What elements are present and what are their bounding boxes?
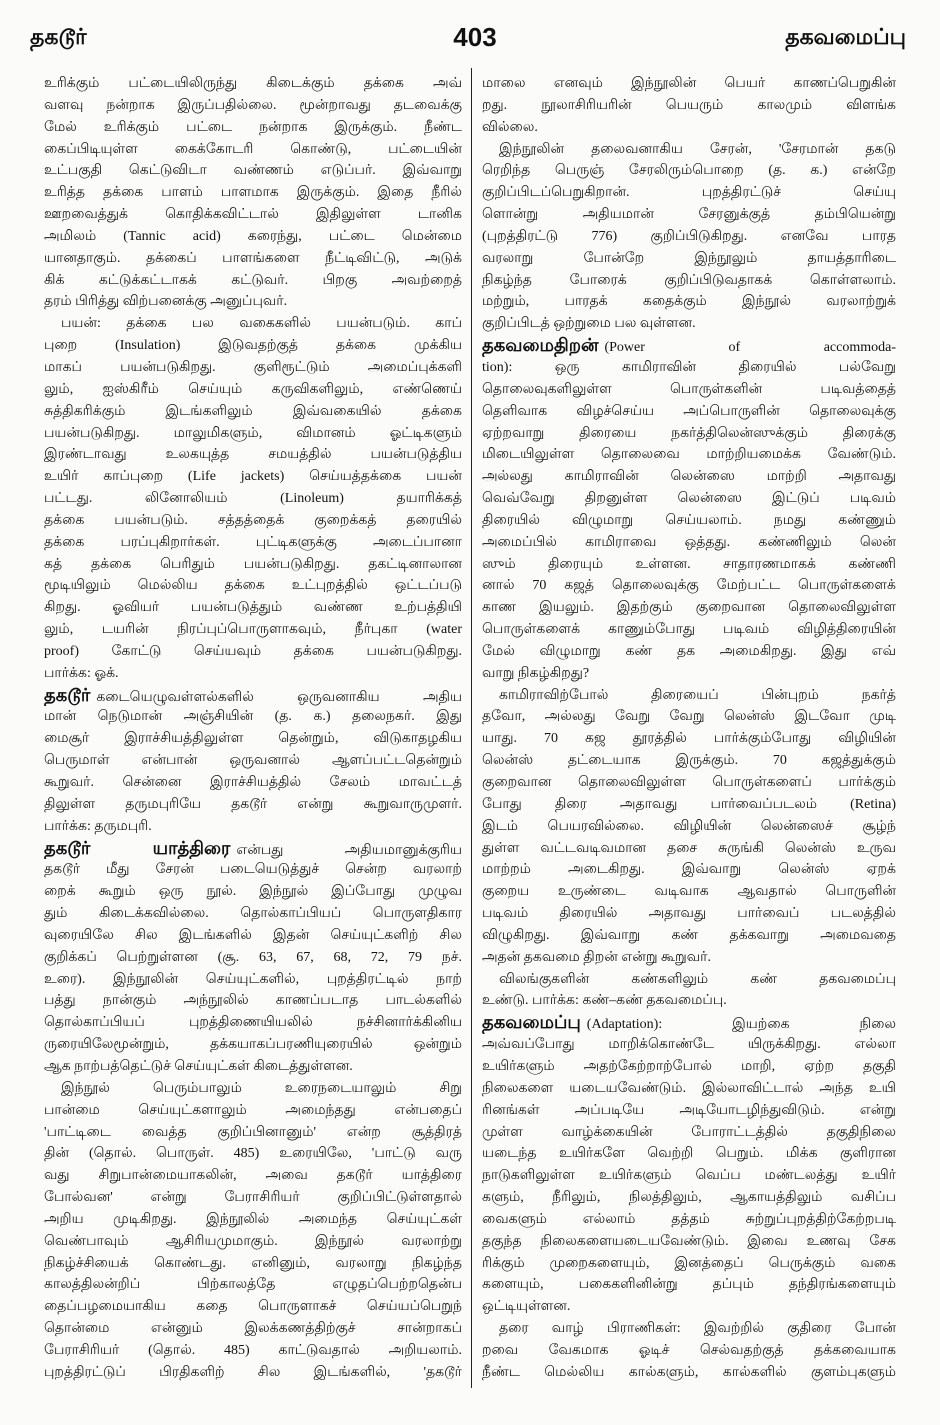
text-line: காண இயலும். இதற்கும் குறைவான தொலைவிலுள்ள [482, 600, 896, 616]
text-line: வது சிறுபான்மையாகலின், அவை தகடூர் யாத்திரை [44, 1168, 462, 1184]
text-line: வாறு நிகழ்கிறது? [482, 665, 590, 681]
text-line: பான்மை செய்யுட்களாலும் அமைந்தது என்பதைப் [44, 1102, 462, 1118]
text-line: றவை வேகமாக ஓடிச் செல்வதற்குத் தக்கவையாக [482, 1342, 896, 1358]
text-line: துள்ள வட்டவடிவமான தசை சுருங்கி லென்ஸ் உருவ [482, 840, 896, 856]
text-line: அமிலம் (Tannic acid) கரைந்து, பட்டை மென்மை [44, 228, 462, 244]
text-line: கடையெழுவள்ளல்களில் ஒருவனாகிய அதிய [96, 689, 462, 705]
text-line: மைசூர் இராச்சியத்திலுள்ள தென்றும், விடுகாதழகிய [44, 731, 462, 747]
text-line: உட்பகுதி கெட்டுவிடா வண்ணம் எடுப்பர். இவ்வாறு [44, 163, 462, 179]
text-line: ஒட்டியுள்ளன. [482, 1299, 571, 1315]
text-line: மான் நெடுமான் அஞ்சியின் (த. க.) தலைநகர். இது [44, 709, 462, 725]
right-guide-word: தகவமைப்பு [785, 24, 906, 49]
text-line: (Adaptation): இயற்கை நிலை [586, 1017, 896, 1033]
page-number: 403 [453, 22, 497, 52]
text-line: கைப்பிடியுள்ள கைக்கோடரி கொண்டு, பட்டையின் [44, 141, 462, 157]
see-also-line: உண்டு. பார்க்க: கண்–கண் தகவமைப்பு. [482, 993, 727, 1009]
text-line: ஏற்றவாறு திரையை நகர்த்திலென்ஸுக்கும் திரைக்கு [482, 425, 896, 441]
text-line: என்பது அதியமானுக்குரிய [236, 842, 462, 858]
text-line: தின் (தொல். பொருள். 485) உரையிலே, 'பாட்டு வரு [44, 1146, 462, 1162]
text-line: ஊறவைத்துக் கொதிக்கவிட்டால் இதிலுள்ள டானிக [44, 207, 462, 223]
left-column [44, 73, 462, 1384]
text-line: அவ்வப்போது மாறிக்கொண்டே யிருக்கிறது. எல்லா [482, 1037, 896, 1053]
text-line: அதன் தகவமை திறன் என்று கூறுவர். [482, 949, 711, 965]
text-line: நிகழ்ச்சியைக் கொண்டது. எனினும், வரலாறு நிகழ்ந்த [44, 1255, 462, 1271]
text-line: தகுந்த நிலைகளையடையவேண்டும். இவை உணவு சேக [482, 1233, 896, 1249]
text-line: படிவம் திரையில் அதாவது பார்வைப் படலத்தில் [482, 906, 896, 922]
text-line: உரித்த தக்கை பாளம் பாளமாக இருக்கும். இதை நீரில் [44, 185, 462, 201]
text-line: தவோ, அல்லது வேறு வேறு லென்ஸ் இடவோ முடி [482, 709, 896, 725]
text-line: குறிப்பிடப்பெறுகிறான். புறத்திரட்டுச் செய்யு [482, 185, 896, 201]
text-line: மேல் உரிக்கும் பட்டை நன்றாக இருக்கும். நீண்ட [44, 119, 462, 135]
text-line: தக்கை பயன்படும். சத்தத்தைக் குறைக்கத் தரையில் [44, 512, 462, 528]
entry-thakadur-yathirai [44, 838, 462, 1384]
text-line: களையும், பகைகளினின்று தப்பும் தந்திரங்களையும் [482, 1277, 896, 1293]
text-line: திரையில் விழுமாறு செய்யலாம். நமது கண்ணும் [482, 512, 896, 528]
text-line: மேல் விழுமாறு கண் தக அமைகிறது. இது எவ் [482, 643, 896, 659]
text-line: கூறுவர். சென்னை இராச்சியத்தில் சேலம் மாவட்டத் [44, 775, 462, 790]
text-line: அறிய முடிகிறது. இந்நூலில் அமைந்த செய்யுட்கள் [44, 1211, 462, 1227]
text-line: புறை (Insulation) இடுவதற்குத் தக்கை முக்கிய [44, 338, 462, 354]
text-line: tion): ஒரு காமிராவின் திரையில் பல்வேறு [482, 359, 896, 375]
text-line: லென்ஸ் தட்டையாக இருக்கும். 70 கஜத்துக்கும் [482, 753, 896, 769]
text-line: மாகப் பயன்படுகிறது. குளிரூட்டும் அமைப்புக்களி [44, 359, 462, 375]
text-line: கத் தக்கை பெரிதும் பயன்படுகிறது. தகட்டினாலான [44, 556, 462, 572]
text-line: வில்லை. [482, 119, 538, 135]
text-line: தொலைவுகளிலுள்ள பொருள்களின் படிவத்தைத் [482, 381, 896, 397]
text-line: போது திரை அதாவது பார்வைப்படலம் (Retina) [482, 796, 896, 812]
text-line: தொல்காப்பியப் புறத்திணையியலில் நச்சினார்க்கினிய [44, 1015, 462, 1031]
text-line: ரெறிந்த பெருஞ் சேரலிரும்பொறை (த. க.) என்றே [482, 163, 896, 179]
entry-headword: தகடூர் யாத்திரை [44, 837, 231, 858]
entry-headword: தகவமைதிறன் [482, 335, 599, 356]
text-line: மாற்றம் அடைகிறது. இவ்வாறு லென்ஸ் ஏறக் [482, 862, 896, 878]
text-line: உயிர்களும் அதற்கேற்றாற்போல் மாறி, ஏற்ற தகுதி [482, 1058, 896, 1074]
text-line: பேராசிரியர் (தொல். 485) காட்டுவதால் அறியலாம். [44, 1342, 462, 1358]
text-line: களும், நீரிலும், நிலத்திலும், ஆகாயத்திலும் வசிப்ப [482, 1190, 896, 1206]
text-line: கிறது. ஓவியர் பயன்படுத்தும் வண்ண உற்பத்தியி [44, 600, 462, 616]
text-line: பொருள்களைக் காணும்போது படிவம் விழித்திரையின் [482, 622, 896, 638]
text-line: தைப்பழமையாகிய கதை பொருளாகச் செய்யப்பெறுந் [44, 1299, 462, 1315]
text-line: திலுள்ள தருமபுரியே தகடூர் என்று கூறுவாருமுளர். [44, 796, 462, 812]
column-divider [471, 68, 472, 1388]
text-line: குறிக்கப் பெற்றுள்ளன (சூ. 63, 67, 68, 72, 79 நச். [44, 949, 462, 965]
see-also-line: பார்க்க: ஓக். [44, 665, 119, 681]
text-line: சுத்திகரிக்கும் இடங்களிலும் இவ்வகையில் தக்கை [44, 403, 462, 419]
text-line: ளொன்று அதியமான் சேரனுக்குத் தம்பியென்று [482, 207, 896, 223]
text-line: றைக் கூறும் ஒரு நூல். இந்நூல் இப்போது முழுவ [44, 884, 462, 900]
text-line: நீண்ட மெல்லிய கால்களும், கால்களில் குளம்புகளும் [482, 1364, 896, 1380]
text-line: ருரையிலேமூன்றும், தக்கயாகப்பரணியுரையில் ஒன்றும் [44, 1037, 462, 1053]
text-line: உரிக்கும் பட்டையிலிருந்து கிடைக்கும் தக்கை அவ் [44, 76, 462, 91]
entry-thakadur [44, 685, 462, 838]
continued-entry-thakadur-yathirai [482, 73, 896, 335]
text-line: வளவு நன்றாக இருப்பதில்லை. மூன்றாவது தடவைக்கு [44, 97, 462, 113]
text-line: இந்நூலின் தலைவனாகிய சேரன், 'சேரமான் தகடு [499, 141, 896, 157]
text-line: நாடுகளிலுள்ள உயிர்களும் வெப்ப மண்டலத்து உயிர் [482, 1168, 896, 1184]
entry-thakavamaippu [482, 1012, 896, 1383]
text-line: 'பாட்டிடை வைத்த குறிப்பினானும்' என்ற சூத்திரத் [44, 1124, 462, 1140]
text-line: லும், ஐஸ்கிரீம் செய்யும் கருவிகளிலும், எண்ணெய் [44, 381, 462, 397]
left-guide-word: தகடூர் [30, 24, 87, 49]
text-line: முள்ள வாழ்க்கையின் போராட்டத்தில் தகுதிநிலை [482, 1124, 896, 1140]
text-line: காலத்திலன்றிப் பிற்காலத்தே எழுதப்பெற்றதென்ப [44, 1277, 462, 1293]
text-line: பத்து நான்கும் அந்நூலில் காணப்படாத பாடல்களில் [44, 993, 462, 1009]
text-line: அமைப்பில் காமிராவை ஒத்தது. கண்ணிலும் லென் [482, 534, 896, 550]
text-line: வெண்பாவும் ஆசிரியமுமாகும். இந்நூல் வரலாற்று [44, 1233, 462, 1249]
text-line: றது. நூலாசிரியரின் பெயரும் காலமும் விளங்க [482, 97, 896, 113]
text-line: கிக் கட்டுக்கட்டாகக் கட்டுவர். பிறகு அவற்றைத் [44, 272, 462, 288]
text-line: னால் 70 கஜத் தொலைவுக்கு மேற்பட்ட பொருள்களைக் [482, 578, 896, 594]
text-line: ரினங்கள் அப்படியே அடியோடழிந்துவிடும். என்று [482, 1102, 896, 1118]
text-line: பெருமாள் என்பான் ஒருவனால் ஆளப்பட்டதென்றும் [44, 753, 462, 769]
text-line: போல்வன' என்று பேராசிரியர் குறிப்பிட்டுள்ளதால் [44, 1190, 462, 1206]
text-line: வரலாறு போன்றே இந்நூலும் தாயத்தாரிடை [482, 250, 896, 266]
entry-thakavamaithiran [482, 335, 896, 1012]
text-line: நிகழ்ந்த போரைக் குறிப்பிடுவதாகக் கொள்ளலாம். [482, 272, 896, 288]
text-line: பயன்: தக்கை பல வகைகளில் பயன்படும். காப் [61, 316, 462, 332]
text-line: இரண்டாவது உலகயுத்த சமயத்தில் பயன்படுத்திய [44, 447, 462, 463]
text-line: மூடியிலும் மெல்லிய தக்கை உட்புறத்தில் ஒட்டப்படு [44, 578, 462, 594]
text-line: தரம் பிரித்து விற்பனைக்கு அனுப்புவர். [44, 294, 288, 310]
entry-headword: தகவமைப்பு [482, 1012, 581, 1033]
text-line: ஆக நாற்பத்தெட்டுச் செய்யுட்கள் கிடைத்துள்ளன. [44, 1058, 353, 1074]
text-line: வுரையிலே சில இடங்களில் இதன் செய்யுட்களிற் சில [44, 927, 462, 943]
text-line: லும், டயரின் நிரப்புப்பொருளாகவும், நீர்புகா (water [44, 622, 462, 638]
continued-entry-cork [44, 73, 462, 685]
right-column [482, 73, 896, 1384]
text-line: ஸும் திரையும் உள்ளன. சாதாரணமாகக் கண்ணி [482, 556, 896, 572]
text-line: புறத்திரட்டுப் பிரதிகளிற் சில இடங்களில், 'தகடூர் [44, 1364, 462, 1380]
text-line: தெளிவாக விழச்செய்ய அப்பொருளின் தொலைவுக்கு [482, 403, 896, 419]
see-also-line: பார்க்க: தருமபுரி. [44, 818, 152, 834]
text-line: நிலைகளை யடையவேண்டும். இல்லாவிட்டால் அந்த உயி [482, 1080, 896, 1096]
text-line: இடம் பெயரவில்லை. விழியின் லென்ஸைச் சூழ்ந் [482, 818, 896, 834]
text-line: (Power of accommoda- [604, 340, 896, 356]
text-line: தரை வாழ் பிராணிகள்: இவற்றில் குதிரை போன் [499, 1321, 896, 1337]
text-line: பயன்படுகிறது. மாலுமிகளும், விமானம் ஓட்டிகளும் [44, 425, 462, 441]
text-line: குறிப்பிடத் ஒற்றுமை பல வுள்ளன. [482, 316, 696, 332]
text-line: தகடூர் மீது சேரன் படையெடுத்துச் சென்ற வரலாற் [44, 862, 462, 878]
text-line: ரிக்கும் முறைகளையும், இனத்தைப் பெருக்கும் வகை [482, 1255, 896, 1271]
text-line: இந்நூல் பெரும்பாலும் உரைநடையாலும் சிறு [61, 1080, 462, 1096]
text-line: மற்றும், பாரதக் கதைக்கும் இந்நூல் வரலாற்றுக் [482, 294, 896, 310]
text-line: மிடையிலுள்ள தொலைவை மாற்றியமைக்க வேண்டும். [482, 447, 896, 463]
text-line: உரை). இந்நூலின் செய்யுட்களில், புறத்திரட்டில் நாற் [44, 971, 462, 987]
text-line: வெவ்வேறு திறனுள்ள லென்ஸை இட்டுப் படிவம் [482, 491, 896, 507]
text-line: குறைய உருண்டை வடிவாக ஆவதால் பொருளின் [482, 884, 896, 900]
entry-headword: தகடூர் [44, 684, 91, 705]
text-line: அல்லது காமிராவின் லென்ஸை மாற்றி அதாவது [482, 469, 896, 485]
text-line: தக்கை பரப்புகிறார்கள். புட்டிகளுக்கு அடைப்பானா [44, 534, 462, 550]
text-line: குறைவான தொலைவிலுள்ள பொருள்களைப் பார்க்கும் [482, 775, 896, 790]
text-line: காமிராவிற்போல் திரையைப் பின்புறம் நகர்த் [499, 687, 896, 703]
text-line: மாலை எனவும் இந்நூலின் பெயர் காணப்பெறுகின் [482, 76, 896, 91]
text-line: வைகளும் எல்லாம் தத்தம் சுற்றுப்புறத்திற்கேற்றபடி [482, 1211, 896, 1227]
text-line: விலங்குகளின் கண்களிலும் கண் தகவமைப்பு [499, 971, 896, 987]
text-line: யாது. 70 கஜ தூரத்தில் பார்க்கும்போது விழியின் [482, 731, 896, 747]
text-line: பட்டது. லினோலியம் (Linoleum) தயாரிக்கத் [44, 491, 462, 507]
text-line: யடைந்த உயிர்களே வெற்றி பெறும். மிக்க குளிரான [482, 1146, 896, 1162]
text-line: (புறத்திரட்டு 776) குறிப்பிடுகிறது. எனவே பாரத [482, 228, 896, 244]
text-line: தொன்மை என்னும் இலக்கணத்திற்குச் சான்றாகப் [44, 1321, 462, 1337]
text-line: proof) கோட்டு செய்யவும் தக்கை பயன்படுகிறது. [44, 643, 462, 659]
text-line: விழுகிறது. இவ்வாறு கண் தக்கவாறு அமைவதை [482, 927, 896, 943]
text-line: தும் கிடைக்கவில்லை. தொல்காப்பியப் பொருளதிகார [44, 906, 462, 922]
text-line: யானதாகும். தக்கைப் பாளங்களை நீட்டிவிட்டு, அடுக் [44, 250, 462, 266]
text-line: உயிர் காப்புறை (Life jackets) செய்யத்தக்கை பயன் [44, 469, 462, 485]
